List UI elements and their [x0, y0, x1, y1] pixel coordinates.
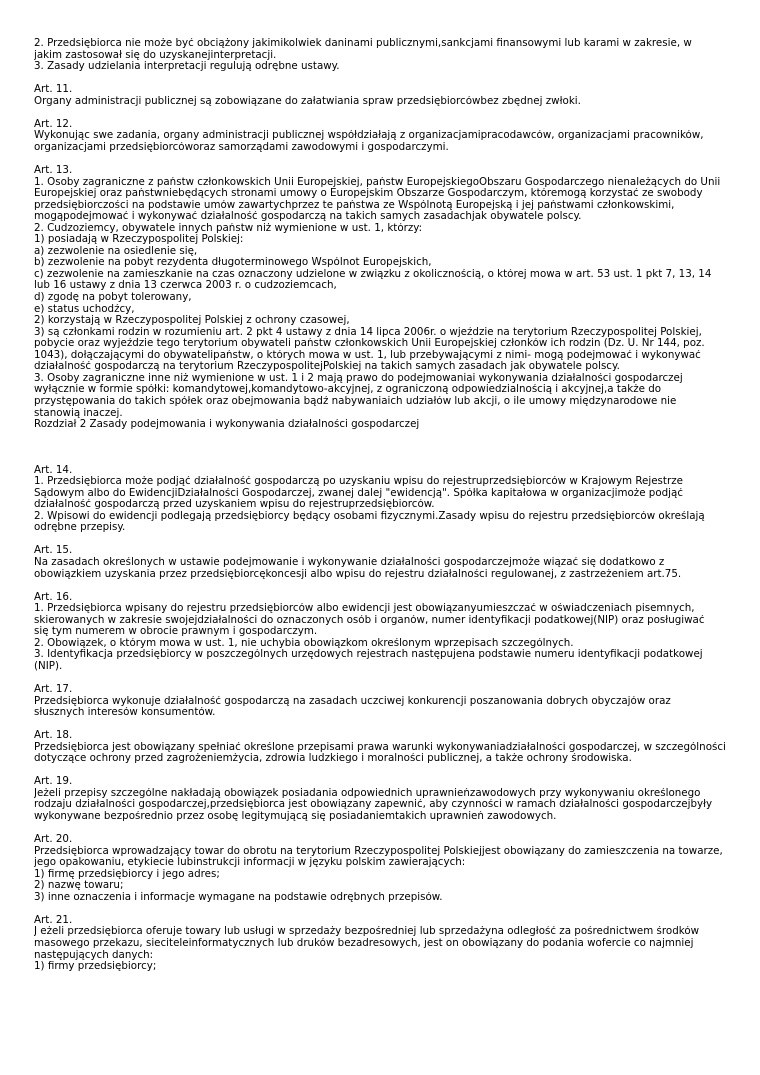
- paragraph-gap: [34, 153, 734, 165]
- paragraph-gap: [34, 823, 734, 835]
- text-line: 3. Osoby zagraniczne inne niż wymienione w ust. 1 i 2 mają prawo do podejmowaniai wykonywania działalności gospodarczej: [34, 372, 683, 384]
- text-line: stanowią inaczej.: [34, 407, 123, 419]
- article-heading: Art. 20.: [34, 834, 73, 846]
- text-line: Przedsiębiorca jest obowiązany spełniać określone przepisami prawa warunki wykonywaniadziałalności gospodarczej, w szczególności: [34, 741, 726, 753]
- text-line: działalność gospodarczą przed uzyskaniem wpisu do rejestruprzedsiębiorców.: [34, 499, 435, 511]
- text-line: a) zezwolenie na osiedlenie się,: [34, 245, 198, 257]
- text-line: b) zezwolenie na pobyt rezydenta długoterminowego Wspólnot Europejskich,: [34, 257, 432, 269]
- paragraph-gap: [34, 73, 734, 85]
- text-line: 3) inne oznaczenia i informacje wymagane na podstawie odrębnych przepisów.: [34, 891, 443, 903]
- text-line: 1. Osoby zagraniczne z państw członkowskich Unii Europejskiej, państw EuropejskiegoObszaru Gospodarczego nienależących do Unii: [34, 176, 721, 188]
- text-line: Wykonując swe zadania, organy administracji publicznej współdziałają z organizacjamipracodawców, organizacjami pracowników,: [34, 130, 704, 142]
- article-heading: Art. 19.: [34, 776, 73, 788]
- paragraph-gap: [34, 672, 734, 684]
- article-heading: Art. 17.: [34, 683, 73, 695]
- text-line: organizacjami przedsiębiorcóworaz samorządami zawodowymi i gospodarczymi.: [34, 141, 449, 153]
- text-line: mogąpodejmować i wykonywać działalność gospodarczą na takich samych zasadachjak obywatele polscy.: [34, 211, 582, 223]
- article-heading: Art. 15.: [34, 545, 73, 557]
- paragraph-gap: [34, 431, 734, 465]
- text-line: 2. Wpisowi do ewidencji podlegają przedsiębiorcy będący osobami fizycznymi.Zasady wpisu do rejestru przedsiębiorców określają: [34, 510, 705, 522]
- paragraph-gap: [34, 580, 734, 592]
- text-block: [34, 915, 734, 973]
- text-line: Sądowym albo do EwidencjiDziałalności Gospodarczej, zwanej dalej "ewidencją". Spółka kapitałowa w organizacjimoże podjąć: [34, 487, 684, 499]
- text-line: przystępowania do takich spółek oraz obejmowania bądź nabywaniaich udziałów lub akcji, o ile umowy międzynarodowe nie: [34, 395, 677, 407]
- text-line: następujących danych:: [34, 949, 154, 961]
- text-line: 3) są członkami rodzin w rozumieniu art. 2 pkt 4 ustawy z dnia 14 lipca 2006r. o wjeździe na terytorium Rzeczypospolitej Polskiej,: [34, 326, 702, 338]
- text-line: Europejskiej oraz państwniebędących stronami umowy o Europejskim Obszarze Gospodarczym, któremogą korzystać ze swobody: [34, 188, 703, 200]
- paragraph-gap: [34, 903, 734, 915]
- text-line: J eżeli przedsiębiorca oferuje towary lub usługi w sprzedaży bezpośredniej lub sprzedażyna odległość za pośrednictwem środków: [34, 926, 700, 938]
- article-heading: Art. 18.: [34, 730, 73, 742]
- text-block: [34, 119, 734, 154]
- text-line: masowego przekazu, sieciteleinformatycznych lub druków bezadresowych, jest on obowiązany do podania wofercie co najmniej: [34, 938, 694, 950]
- text-line: 2) korzystają w Rzeczypospolitej Polskiej z ochrony czasowej,: [34, 315, 350, 327]
- text-line: 2) nazwę towaru;: [34, 880, 124, 892]
- text-block: [34, 776, 734, 822]
- article-heading: Art. 21.: [34, 914, 73, 926]
- text-line: Przedsiębiorca wykonuje działalność gospodarczą na zasadach uczciwej konkurencji poszanowania dobrych obyczajów oraz: [34, 695, 671, 707]
- paragraph-gap: [34, 107, 734, 119]
- text-line: pobycie oraz wyjeździe tego terytorium obywateli państw członkowskich Unii Europejskiej członków ich rodzin (Dz. U. Nr 144, poz.: [34, 338, 705, 350]
- text-line: słusznych interesów konsumentów.: [34, 707, 216, 719]
- text-line: 1) firmę przedsiębiorcy i jego adres;: [34, 868, 220, 880]
- text-line: 1. Przedsiębiorca może podjąć działalność gospodarczą po uzyskaniu wpisu do rejestruprzedsiębiorców w Krajowym Rejestrze: [34, 476, 683, 488]
- text-line: się tym numerem w obrocie prawnym i gospodarczym.: [34, 626, 318, 638]
- text-block: [34, 465, 734, 534]
- text-line: 2. Cudzoziemcy, obywatele innych państw niż wymienione w ust. 1, którzy:: [34, 222, 423, 234]
- paragraph-gap: [34, 719, 734, 731]
- article-heading: Art. 12.: [34, 118, 73, 130]
- text-line: c) zezwolenie na zamieszkanie na czas oznaczony udzielone w związku z okolicznością, o której mowa w art. 53 ust. 1 pkt 7, 13, 14: [34, 268, 712, 280]
- text-line: Na zasadach określonych w ustawie podejmowanie i wykonywanie działalności gospodarczejmoże wiązać się dodatkowo z: [34, 556, 665, 568]
- text-block: [34, 834, 734, 903]
- text-line: rodzaju działalności gospodarczej,przedsiębiorca jest obowiązany zapewnić, aby czynności w ramach działalności gospodarczejbyły: [34, 799, 713, 811]
- text-line: Organy administracji publicznej są zobowiązane do załatwiania spraw przedsiębiorcówbez zbędnej zwłoki.: [34, 95, 581, 107]
- article-heading: Rozdział 2 Zasady podejmowania i wykonywania działalności gospodarczej: [34, 419, 420, 431]
- text-line: obowiązkiem uzyskania przez przedsiębiorcękoncesji albo wpisu do rejestru działalności regulowanej, z zastrzeżeniem art.75.: [34, 568, 682, 580]
- text-line: 1) posiadają w Rzeczypospolitej Polskiej:: [34, 234, 244, 246]
- text-block: [34, 684, 734, 719]
- document-page: [34, 38, 734, 973]
- text-block: [34, 38, 734, 73]
- text-line: 3. Zasady udzielania interpretacji regulują odrębne ustawy.: [34, 61, 340, 73]
- text-line: 2. Przedsiębiorca nie może być obciążony jakimikolwiek daninami publicznymi,sankcjami finansowymi lub karami w zakresie, w: [34, 38, 692, 49]
- text-line: 3. Identyfikacja przedsiębiorcy w poszczególnych urzędowych rejestrach następujena podstawie numeru identyfikacji podatkowej: [34, 649, 703, 661]
- text-line: skierowanych w zakresie swojejdziałalności do oznaczonych osób i organów, numer identyfikacji podatkowej(NIP) oraz posługiwać: [34, 614, 705, 626]
- text-line: d) zgodę na pobyt tolerowany,: [34, 292, 192, 304]
- text-line: jakim zastosował się do uzyskanejinterpretacji.: [34, 49, 277, 61]
- text-block: [34, 592, 734, 673]
- text-line: dotyczące ochrony przed zagrożeniemżycia, zdrowia ludzkiego i moralności publicznej, a także ochrony środowiska.: [34, 753, 632, 765]
- article-heading: Art. 11.: [34, 84, 73, 96]
- text-block: [34, 730, 734, 765]
- text-line: jego opakowaniu, etykiecie lubinstrukcji informacji w języku polskim zawierających:: [34, 857, 466, 869]
- text-line: przedsiębiorczości na podstawie umów zawartychprzez te państwa ze Wspólnotą Europejską i jej państwami członkowskimi,: [34, 199, 675, 211]
- text-line: działalność gospodarczą na terytorium RzeczypospolitejPolskiej na takich samych zasadach jak obywatele polscy.: [34, 361, 620, 373]
- text-line: wyłącznie w formie spółki: komandytowej,komandytowo-akcyjnej, z ograniczoną odpowiedzialnością i akcyjnej,a także do: [34, 384, 662, 396]
- text-line: wykonywane bezpośrednio przez osobę legitymującą się posiadaniemtakich uprawnień zawodowych.: [34, 811, 557, 822]
- text-line: odrębne przepisy.: [34, 522, 126, 534]
- text-line: 2. Obowiązek, o którym mowa w ust. 1, nie uchybia obowiązkom określonym wprzepisach szczególnych.: [34, 637, 574, 649]
- text-line: 1) firmy przedsiębiorcy;: [34, 961, 157, 973]
- text-block: [34, 545, 734, 580]
- text-line: 1043), dołączającymi do obywatelipaństw, o których mowa w ust. 1, lub przebywającymi z nimi- mogą podejmować i wykonywać: [34, 349, 701, 361]
- article-heading: Art. 13.: [34, 165, 73, 177]
- text-block: [34, 165, 734, 431]
- text-line: (NIP).: [34, 660, 63, 672]
- text-line: e) status uchodźcy,: [34, 303, 135, 315]
- paragraph-gap: [34, 534, 734, 546]
- text-line: Jeżeli przepisy szczególne nakładają obowiązek posiadania odpowiednich uprawnieńzawodowych przy wykonywaniu określonego: [34, 787, 701, 799]
- text-block: [34, 84, 734, 107]
- article-heading: Art. 14.: [34, 464, 73, 476]
- article-heading: Art. 16.: [34, 591, 73, 603]
- text-line: Przedsiębiorca wprowadzający towar do obrotu na terytorium Rzeczypospolitej Polskiejjest obowiązany do zamieszczenia na towarze,: [34, 845, 723, 857]
- paragraph-gap: [34, 765, 734, 777]
- text-line: 1. Przedsiębiorca wpisany do rejestru przedsiębiorców albo ewidencji jest obowiązanyumieszczać w oświadczeniach pisemnych,: [34, 603, 695, 615]
- text-line: lub 16 ustawy z dnia 13 czerwca 2003 r. o cudzoziemcach,: [34, 280, 337, 292]
